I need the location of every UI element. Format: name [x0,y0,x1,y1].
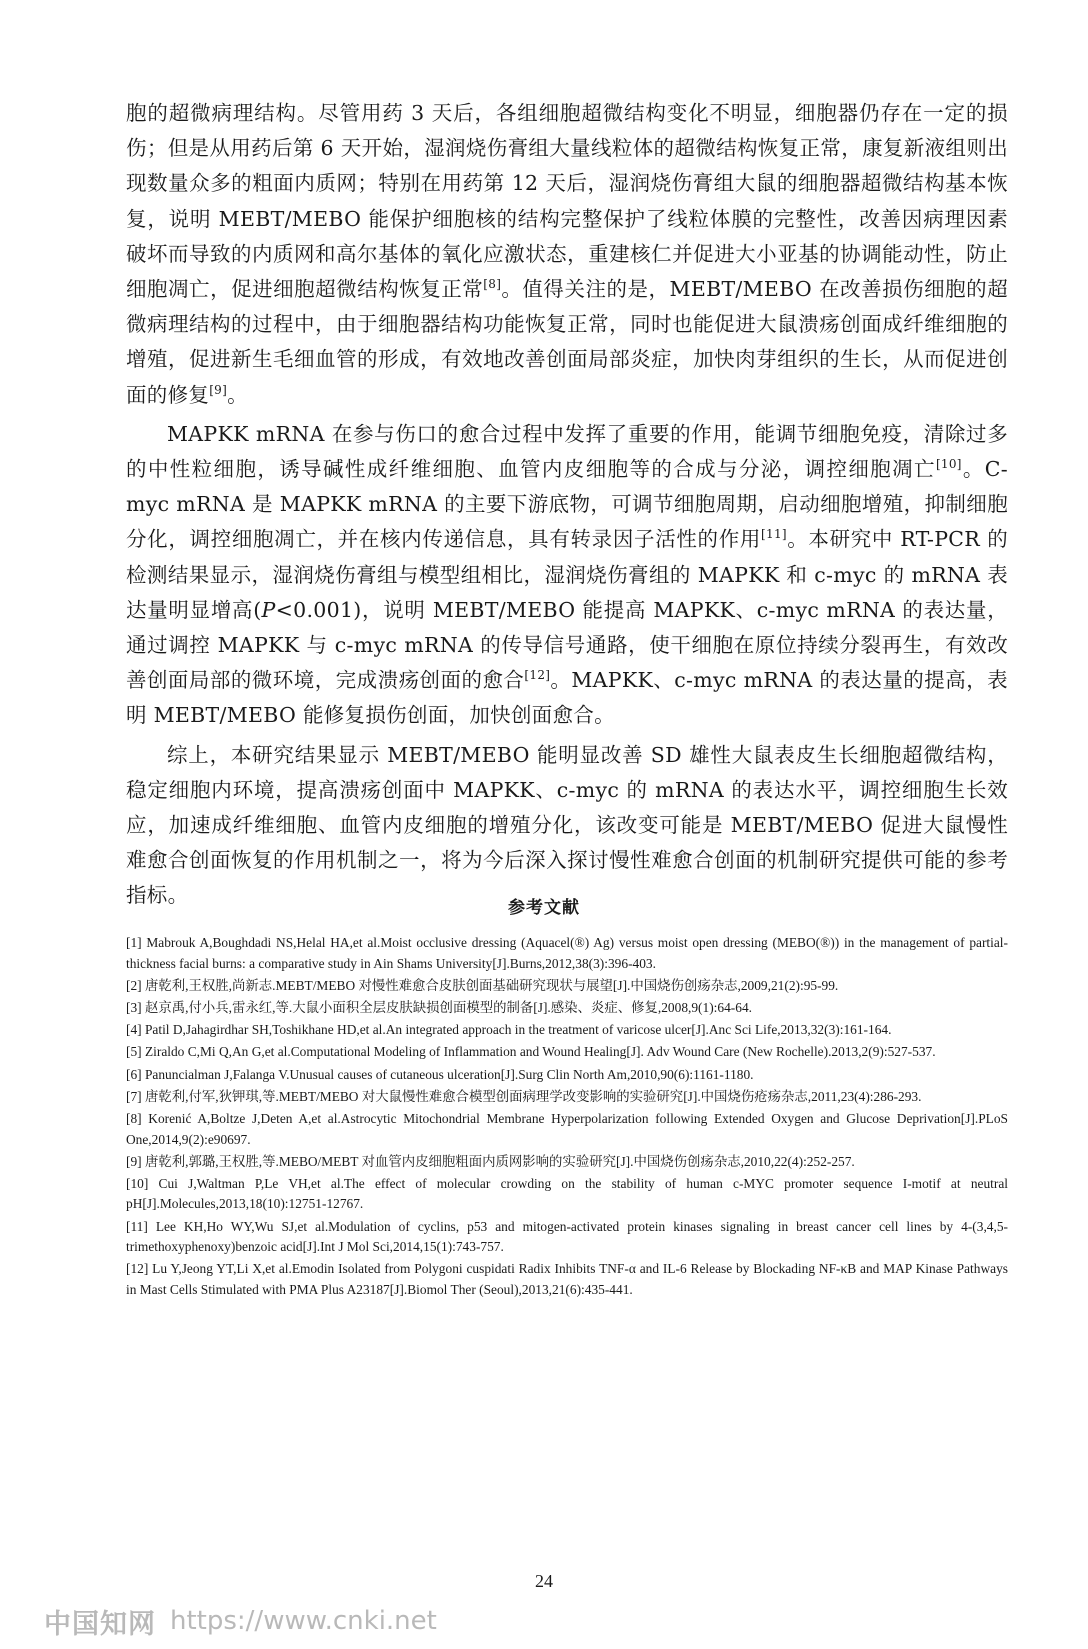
paragraph-2-text-c: 。本研究中 RT-PCR 的检测结果显示，湿润烧伤膏组与模型组相比，湿润烧伤膏组的 MAPKK 和 c-myc 的 mRNA 表达量明显增高( [126,527,1008,622]
reference-item: [8] Korenić A,Boltze J,Deten A,et al.Astrocytic Mitochondrial Membrane Hyperpolarization following Extended Oxygen and Glucose Deprivation[J].PLoS One,2014,9(2):e90697. [126,1110,1008,1147]
p-value-symbol: P [261,597,276,622]
citation-8: [8] [483,277,502,292]
paragraph-2-text-e: 。MAPKK、c-myc mRNA 的表达量的提高，表明 MEBT/MEBO 能修复损伤创面，加快创面愈合。 [126,668,1008,728]
references-title: 参考文献 [508,898,580,918]
reference-item: [10] Cui J,Waltman P,Le VH,et al.The effect of molecular crowding on the stability of human c-MYC promoter sequence I-motif at neutral pH[J].Molecules,2013,18(10):12751-12767. [126,1175,1008,1212]
paragraph-2-text-a: MAPKK mRNA 在参与伤口的愈合过程中发挥了重要的作用，能调节细胞免疫，清除过多的中性粒细胞，诱导碱性成纤维细胞、血管内皮细胞等的合成与分泌，调控细胞凋亡 [126,421,1008,482]
page-number: 24 [535,1571,553,1591]
reference-item: [2] 唐乾利,王权胜,尚新志.MEBT/MEBO 对慢性难愈合皮肤创面基础研究现状与展望[J].中国烧伤创疡杂志,2009,21(2):95-99. [126,977,839,993]
reference-item: [9] 唐乾利,郭璐,王权胜,等.MEBO/MEBT 对血管内皮细胞粗面内质网影响的实验研究[J].中国烧伤创疡杂志,2010,22(4):252-257. [126,1153,855,1169]
reference-item: [1] Mabrouk A,Boughdadi NS,Helal HA,et al.Moist occlusive dressing (Aquacel(®) Ag) versus moist open dressing (MEBO(®)) in the management of partial-thickness facial burns: a comparative study in Ain Shams University[J].Burns,2012,38(3):396-403. [126,935,1008,971]
paragraph-1-text-c: 。 [227,382,248,407]
paragraph-2-text-b: 。C-myc mRNA 是 MAPKK mRNA 的主要下游底物，可调节细胞周期，启动细胞增殖，抑制细胞分化，调控细胞凋亡，并在核内传递信息，具有转录因子活性的作用 [126,457,1008,552]
citation-11: [11] [761,527,787,542]
cnki-logo: 中国知网 [44,1608,156,1640]
paragraph-2 [126,417,1008,734]
paragraph-3: 综上，本研究结果显示 MEBT/MEBO 能明显改善 SD 雄性大鼠表皮生长细胞超微结构，稳定细胞内环境，提高溃疡创面中 MAPKK、c-myc 的 mRNA 的表达水平，调控细胞生长效应，加速成纤维细胞、血管内皮细胞的增殖分化，该改变可能是 MEBT/MEBO 促进大鼠慢性难愈合创面恢复的作用机制之一，将为今后深入探讨慢性难愈合创面的机制研究提供可能的参考指标。 [126,742,1008,908]
reference-item: [12] Lu Y,Jeong YT,Li X,et al.Emodin Isolated from Polygoni cuspidati Radix Inhibits TNF-α and IL-6 Release by Blockading NF-κB and MAP Kinase Pathways in Mast Cells Stimulated with PMA Plus A23187[J].Biomol Ther (Seoul),2013,21(6):435-441. [126,1261,1008,1298]
reference-item: [3] 赵京禹,付小兵,雷永红,等.大鼠小面积全层皮肤缺损创面模型的制备[J].感染、炎症、修复,2008,9(1):64-64. [126,999,752,1015]
body-text [126,96,1008,918]
reference-item: [11] Lee KH,Ho WY,Wu SJ,et al.Modulation of cyclins, p53 and mitogen-activated protein kinases signaling in breast cancer cell lines by 4-(3,4,5-trimethoxyphenoxy)benzoic acid[J].Int J Mol Sci,2014,15(1):743-757. [126,1218,1008,1255]
citation-10: [10] [935,457,962,472]
paragraph-2-text-d: <0.001)，说明 MEBT/MEBO 能提高 MAPKK、c-myc mRNA 的表达量，通过调控 MAPKK 与 c-myc mRNA 的传导信号通路，使干细胞在原位持续分裂再生，有效改善创面局部的微环境，完成溃疡创面的愈合 [126,597,1008,693]
cnki-watermark [44,1603,437,1639]
cnki-url[interactable]: https://www.cnki.net [170,1606,437,1636]
citation-9: [9] [209,382,228,397]
paragraph-1 [126,96,1008,413]
reference-item: [4] Patil D,Jahagirdhar SH,Toshikhane HD,et al.An integrated approach in the treatment of varicose ulcer[J].Anc Sci Life,2013,32(3):161-164. [126,1022,892,1038]
reference-item: [5] Ziraldo C,Mi Q,An G,et al.Computational Modeling of Inflammation and Wound Healing[J]. Adv Wound Care (New Rochelle).2013,2(9):527-537. [126,1044,936,1060]
citation-12: [12] [524,668,551,683]
reference-item: [7] 唐乾利,付军,狄钾琪,等.MEBT/MEBO 对大鼠慢性难愈合模型创面病理学改变影响的实验研究[J].中国烧伤疮疡杂志,2011,23(4):286-293. [126,1088,922,1104]
paragraph-1-text-a: 胞的超微病理结构。尽管用药 3 天后，各组细胞超微结构变化不明显，细胞器仍存在一定的损伤；但是从用药后第 6 天开始，湿润烧伤膏组大量线粒体的超微结构恢复正常，康复新液组则出现数量众多的粗面内质网；特别在用药第 12 天后，湿润烧伤膏组大鼠的细胞器超微结构基本恢复，说明 MEBT/MEBO 能保护细胞核的结构完整保护了线粒体膜的完整性，改善因病理因素破坏而导致的内质网和高尔基体的氧化应激状态，重建核仁并促进大小亚基的协调能动性，防止细胞凋亡，促进细胞超微结构恢复正常 [126,101,1008,302]
paragraph-1-text-b: 。值得关注的是，MEBT/MEBO 在改善损伤细胞的超微病理结构的过程中，由于细胞器结构功能恢复正常，同时也能促进大鼠溃疡创面成纤维细胞的增殖，促进新生毛细血管的形成，有效地改善创面局部炎症，加快肉芽组织的生长，从而促进创面的修复 [126,277,1008,407]
reference-item: [6] Panuncialman J,Falanga V.Unusual causes of cutaneous ulceration[J].Surg Clin North Am,2010,90(6):1161-1180. [126,1066,754,1082]
reference-list [126,933,1008,1302]
